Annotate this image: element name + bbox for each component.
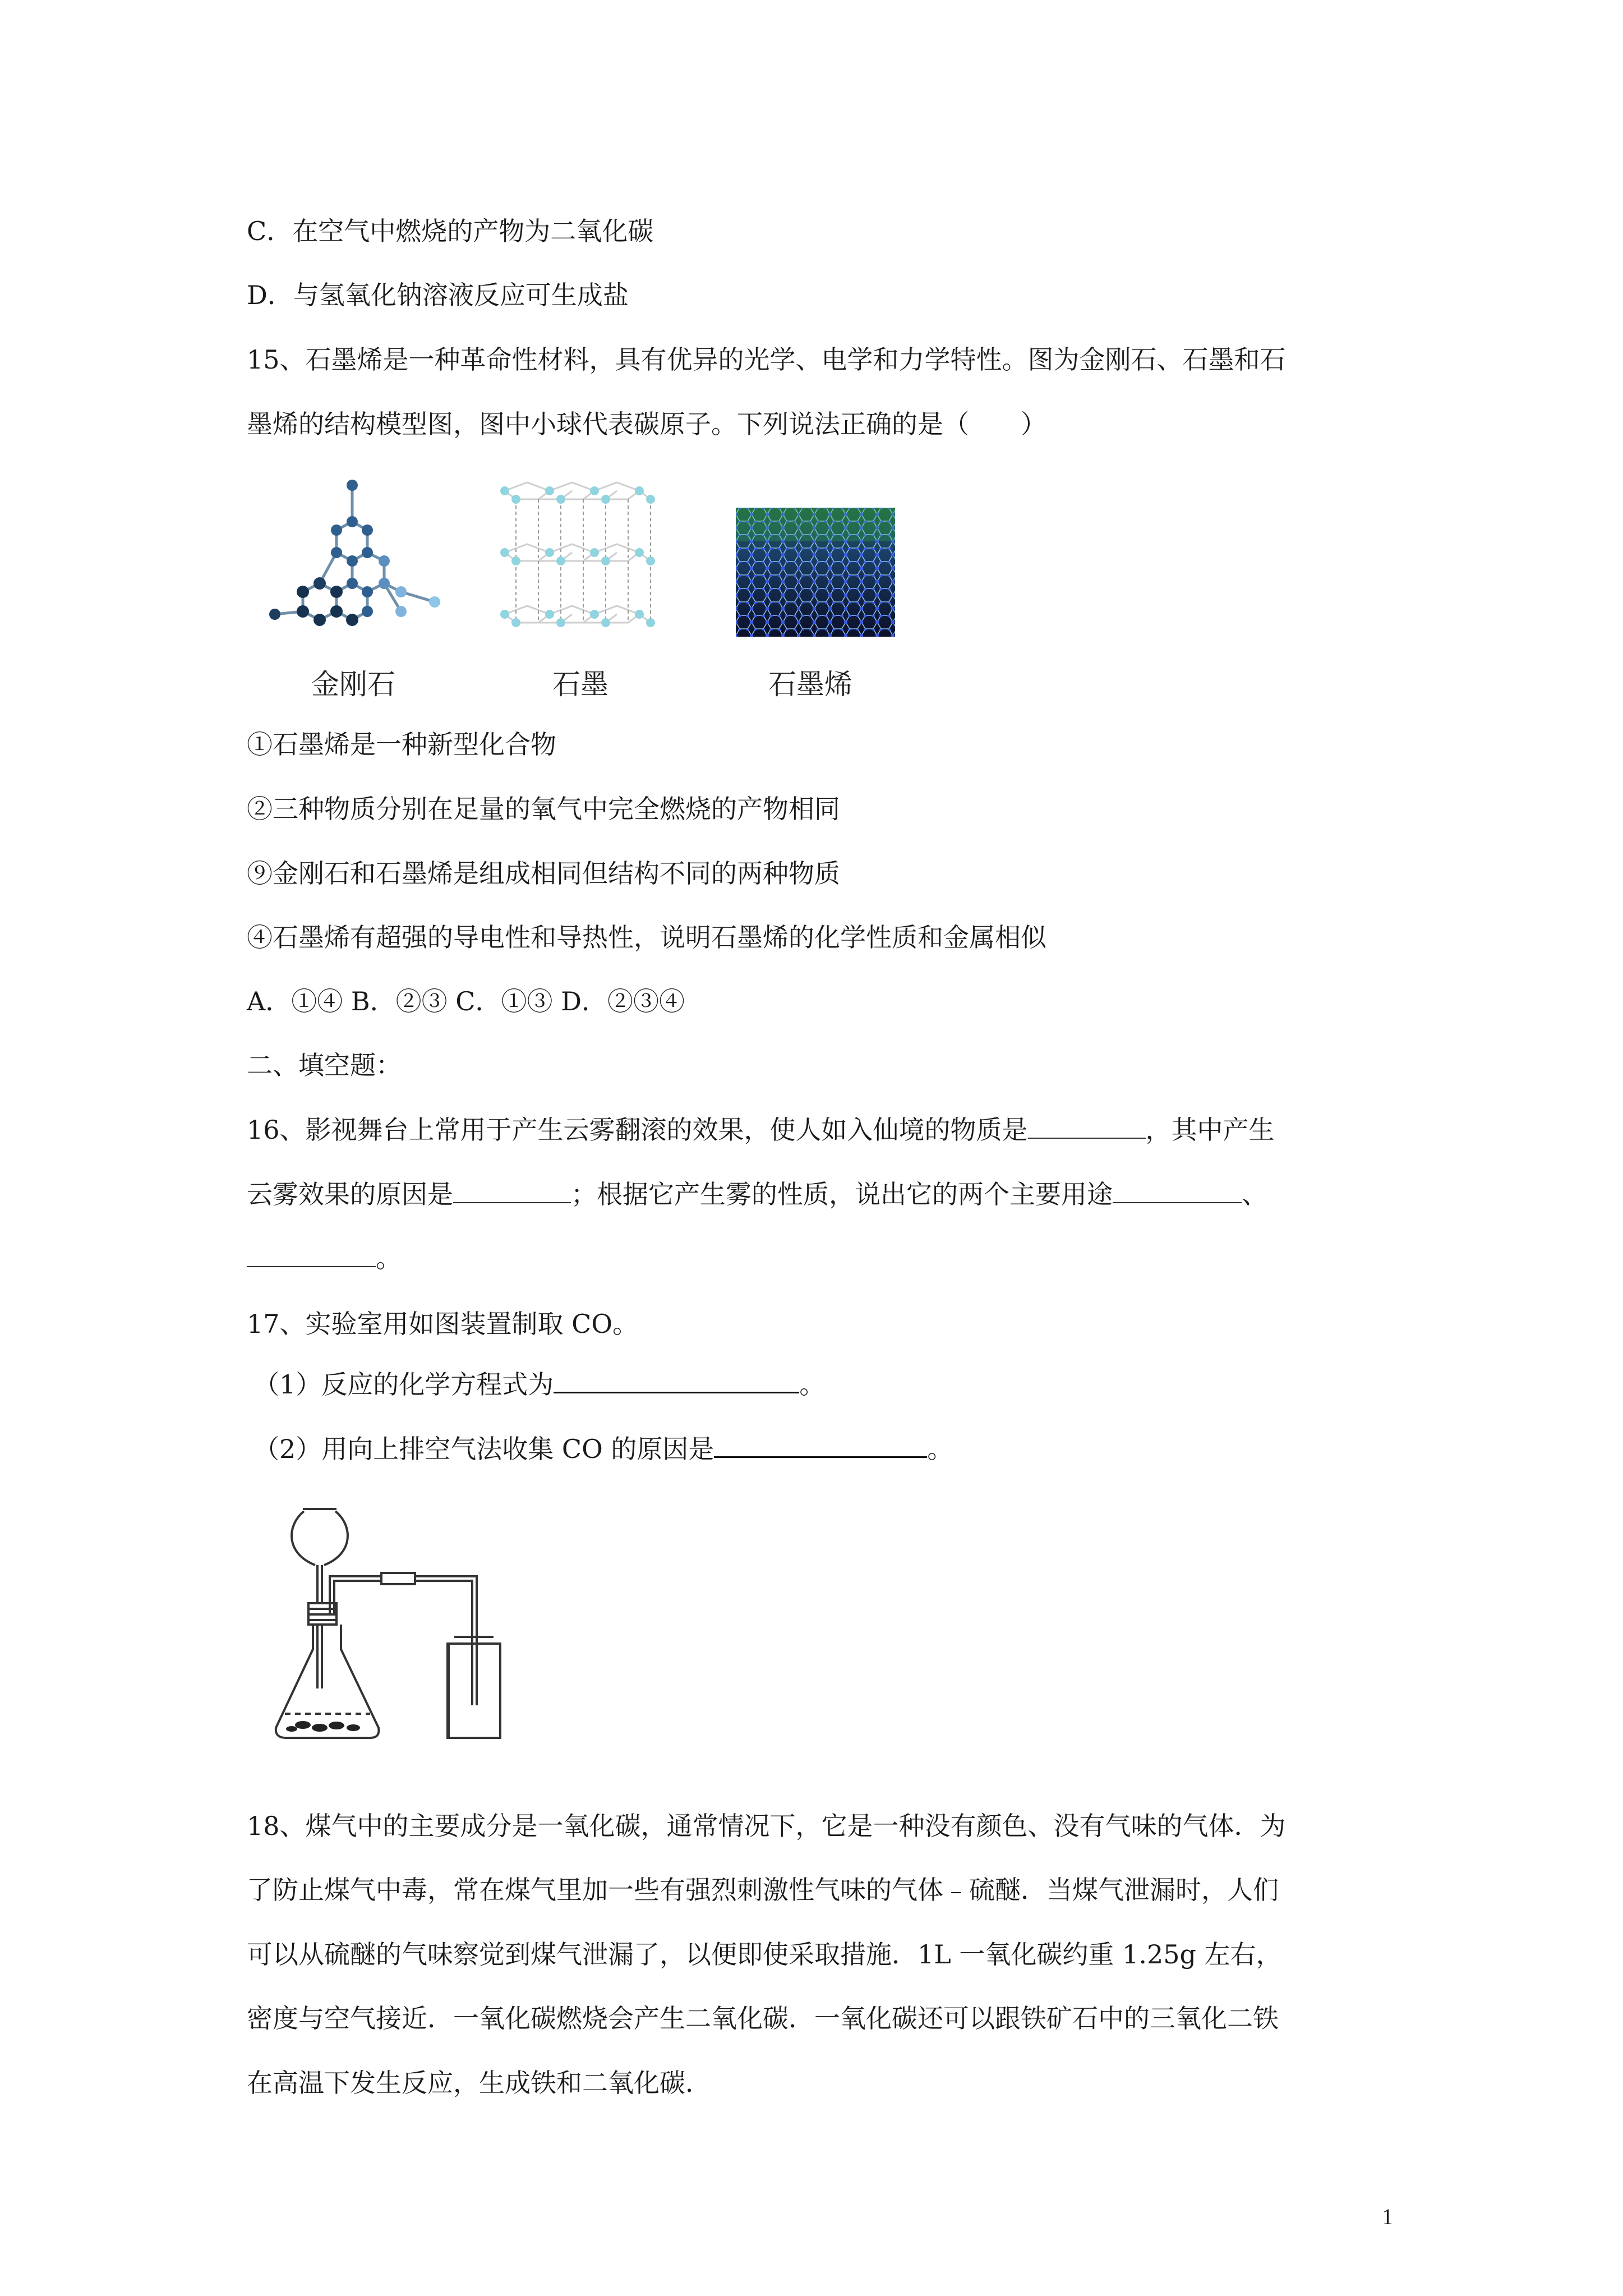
q18-line4: 密度与空气接近．一氧化碳燃烧会产生二氧化碳．一氧化碳还可以跟铁矿石中的三氧化二铁 (247, 2003, 1279, 2033)
q16-blank-3[interactable] (1113, 1180, 1242, 1203)
q15-line2: 墨烯的结构模型图，图中小球代表碳原子。下列说法正确的是（ ） (247, 409, 1046, 439)
statement-4: ④石墨烯有超强的导电性和导热性，说明石墨烯的化学性质和金属相似 (247, 922, 1046, 953)
q16-blank-1[interactable] (1028, 1115, 1146, 1139)
caption-diamond: 金刚石 (311, 668, 395, 701)
q17-part2-end: 。 (927, 1434, 953, 1464)
caption-graphene: 石墨烯 (768, 668, 852, 701)
q17-part1 (253, 1368, 825, 1401)
option-d: D．与氢氧化钠溶液反应可生成盐 (247, 280, 629, 310)
q18-line2: 了防止煤气中毒，常在煤气里加一些有强烈刺激性气味的气体﹣硫醚．当煤气泄漏时，人们 (247, 1875, 1279, 1905)
option-c: C．在空气中燃烧的产物为二氧化碳 (247, 216, 654, 246)
q16-line2 (247, 1177, 1267, 1211)
answer-options: A．①④ B．②③ C．①③ D．②③④ (247, 986, 685, 1016)
q16-text-5: 、 (1242, 1179, 1267, 1209)
q15-line1: 15、石墨烯是一种革命性材料，具有优异的光学、电学和力学特性。图为金刚石、石墨和石 (247, 344, 1286, 375)
graphene-structure-image (736, 508, 895, 637)
q16-blank-4[interactable] (247, 1244, 376, 1267)
q18-line1: 18、煤气中的主要成分是一氧化碳，通常情况下，它是一种没有颜色、没有气味的气体．为 (247, 1811, 1286, 1841)
q17-part1-blank[interactable] (554, 1369, 799, 1393)
q17-part2-text: （2）用向上排空气法收集 CO (253, 1434, 603, 1464)
q17-text: 17、实验室用如图装置制取 CO (247, 1309, 613, 1339)
q16-line3 (247, 1241, 402, 1275)
q17-title (247, 1307, 638, 1350)
q17-end: 。 (612, 1309, 639, 1339)
q18-line3: 可以从硫醚的气味察觉到煤气泄漏了，以便即使采取措施．1L 一氧化碳约重 1.25g 左右， (247, 1939, 1282, 1970)
q16-line1 (247, 1113, 1275, 1147)
page-number: 1 (1382, 2204, 1393, 2229)
q17-part1-text: （1）反应的化学方程式为 (253, 1369, 554, 1400)
q16-text-6: 。 (376, 1243, 402, 1273)
q16-text-3: 云雾效果的原因是 (247, 1179, 453, 1209)
co2-apparatus-image (269, 1503, 538, 1750)
q16-text-2: ，其中产生 (1145, 1115, 1275, 1145)
q16-text-1: 16、影视舞台上常用于产生云雾翻滚的效果，使人如入仙境的物质是 (247, 1115, 1028, 1145)
statement-1: ①石墨烯是一种新型化合物 (247, 729, 556, 760)
q17-part2-mid: 的原因是 (602, 1434, 714, 1464)
statement-2: ②三种物质分别在足量的氧气中完全燃烧的产物相同 (247, 794, 840, 824)
q17-part2-blank[interactable] (714, 1434, 927, 1458)
q18-line5: 在高温下发生反应，生成铁和二氧化碳． (247, 2068, 711, 2098)
q16-text-4: ；根据它产生雾的性质，说出它的两个主要用途 (571, 1179, 1113, 1209)
graphite-structure-image (494, 474, 662, 637)
q16-blank-2[interactable] (453, 1180, 571, 1203)
caption-graphite: 石墨 (552, 668, 608, 701)
section-heading: 二、填空题： (247, 1050, 402, 1080)
diamond-structure-image (269, 474, 449, 637)
q17-part1-end: 。 (799, 1369, 826, 1400)
statement-3: ⑨金刚石和石墨烯是组成相同但结构不同的两种物质 (247, 858, 840, 889)
q17-part2 (253, 1432, 953, 1475)
